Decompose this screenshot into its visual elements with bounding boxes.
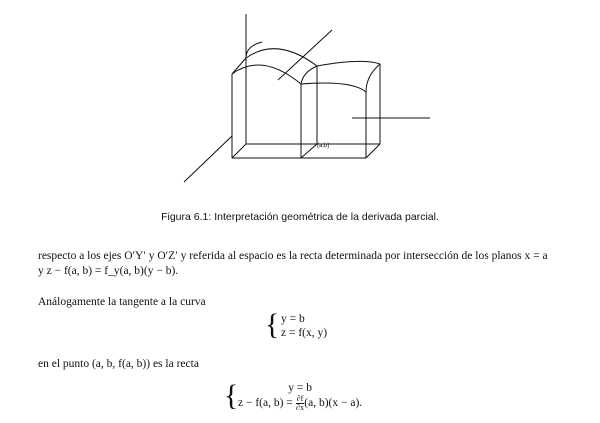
equation (238, 395, 362, 412)
tangent-line (278, 30, 332, 80)
figure-caption: Figura 6.1: Interpretación geométrica de la derivada parcial. (161, 211, 439, 223)
base-side (301, 144, 317, 158)
paragraph-tangent-y (38, 249, 583, 279)
x-axis (184, 136, 232, 182)
base-side (232, 144, 246, 158)
equation-system-line (224, 381, 362, 412)
brace-symbol: { (224, 379, 239, 412)
paragraph-analogously: Análogamente la tangente a la curva (38, 296, 206, 308)
paragraph-point: en el punto (a, b, f(a, b)) es la recta (38, 358, 199, 370)
surface-back-right (317, 61, 380, 66)
paragraph-line: respecto a los ejes O′Y′ y O′Z′ y referida al espacio es la recta determinada por intersección de los planos x = a (38, 250, 548, 262)
equation: z = f(x, y) (281, 327, 328, 339)
brace-symbol: { (265, 308, 280, 341)
surface-front-right (301, 83, 366, 92)
paragraph-line: y z − f(a, b) = f_y(a, b)(y − b). (38, 265, 179, 277)
fraction-numerator: ∂f (296, 394, 304, 403)
figure-6-1 (0, 0, 600, 200)
equation-system-curve (265, 308, 328, 341)
equation-right: (a, b)(x − a). (304, 397, 363, 410)
equation-left: z − f(a, b) = (238, 397, 293, 410)
equation: y = b (281, 313, 305, 325)
point-label: (a,b) (317, 143, 330, 149)
surface-edge (232, 58, 246, 74)
partial-derivative-fraction (296, 395, 305, 412)
surface-edge (366, 64, 380, 92)
surface-edge (301, 66, 317, 84)
partial-derivative-diagram (0, 0, 600, 200)
surface-back-left (246, 49, 317, 66)
fraction-denominator: ∂x (296, 403, 304, 412)
surface-edge (246, 42, 262, 58)
equation: y = b (288, 382, 312, 394)
base-side (366, 144, 380, 158)
